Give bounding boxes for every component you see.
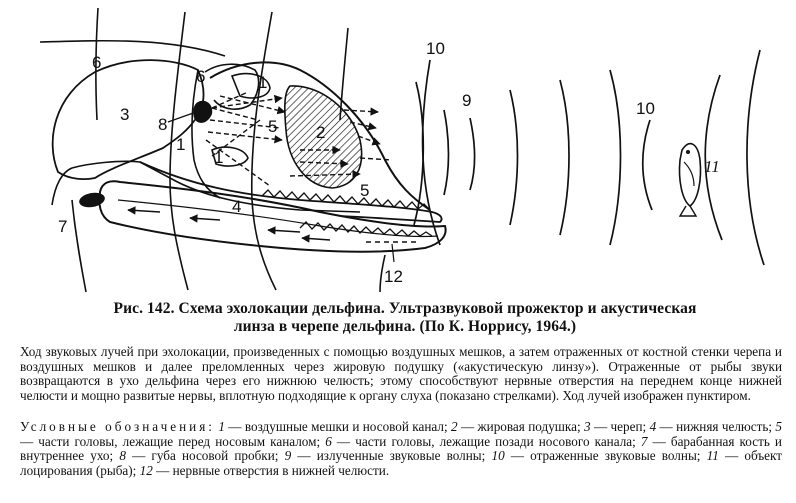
label-8: 8 [158, 115, 168, 134]
legend-text: — части головы, лежащие позади носового канала; [331, 433, 641, 449]
label-5-upper: 5 [268, 117, 278, 136]
legend-item-1 [218, 419, 451, 434]
legend-item-12 [140, 463, 390, 478]
body-section-line [72, 200, 86, 292]
caption-line-2: линза в черепе дельфина. (По К. Норрису, 1964.) [233, 318, 577, 335]
nasal-passage [205, 64, 259, 109]
legend-text: — барабанная кость и внутреннее ухо; [20, 433, 782, 464]
label-6-outer: 6 [92, 53, 102, 72]
legend-num: 11 [706, 448, 719, 464]
legend-text: — объект лоцирования (рыба); [20, 448, 782, 478]
fish-target [679, 144, 700, 216]
legend-text: — нервные отверстия в нижней челюсти. [152, 462, 390, 478]
label-12: 12 [384, 267, 403, 286]
legend-num: 5 [775, 419, 783, 434]
legend-num: 8 [119, 448, 126, 464]
label-4: 4 [232, 197, 242, 216]
legend-text: — нижняя челюсть; [656, 419, 776, 434]
legend-num: 12 [139, 462, 153, 478]
figure-description: Ход звуковых лучей при эхолокации, произведенных с помощью воздушных мешков, а затем отраженных от костной стенки черепа и воздушных мешков и далее преломленных через жировую подушку («акустическую линзу»). Отраженные от рыбы звуки возвращаются в ухо дельфина через его нижнюю челюсть; этому способствуют нервные отверстия на переднем конце нижней челюсти и мощно развитые нервы, вплотную подходящие к органу слуха (показано стрелками). Ход лучей изображен пунктиром. [20, 344, 782, 403]
emitted-waves [414, 70, 621, 245]
label-6-inner: 6 [196, 67, 206, 86]
return-arrows [128, 210, 330, 240]
tympanic-bone [78, 191, 106, 209]
lower-jaw [99, 181, 445, 251]
legend-num: 6 [325, 433, 332, 449]
legend-text: — губа носовой пробки; [125, 448, 285, 464]
legend-item-3 [584, 419, 650, 434]
body-section-line [252, 12, 276, 290]
caption-line-1: Рис. 142. Схема эхолокации дельфина. Ультразвуковой прожектор и акустическая [113, 300, 697, 317]
legend-text: — отраженные звуковые волны; [504, 448, 707, 464]
label-10-left: 10 [426, 39, 445, 58]
legend-item-6 [325, 434, 641, 449]
label-11: 11 [704, 157, 720, 176]
legend-heading: Условные обозначения: [20, 419, 215, 434]
legend-num: 4 [649, 419, 657, 434]
label-5-lower: 5 [360, 181, 370, 200]
legend-text: — воздушные мешки и носовой канал; [224, 419, 452, 434]
back-outline [40, 41, 225, 56]
legend-text: — излученные звуковые волны; [291, 448, 492, 464]
label-1-lower: 1 [214, 148, 224, 167]
label-1-middle: 1 [176, 135, 186, 154]
teeth-row [262, 190, 430, 210]
legend-num: 7 [640, 433, 648, 449]
legend-num: 1 [218, 419, 225, 434]
legend-item-2 [451, 419, 584, 434]
legend-text: — череп; [590, 419, 650, 434]
legend-num: 3 [584, 419, 591, 434]
legend-item-10 [491, 448, 706, 463]
figure-legend [20, 420, 782, 478]
legend-num: 9 [284, 448, 292, 464]
label-9: 9 [462, 91, 472, 110]
leader-12 [392, 244, 394, 262]
label-1-upper: 1 [258, 73, 268, 92]
nasal-plug-lip [193, 101, 212, 123]
legend-item-4 [650, 419, 776, 434]
legend-num: 10 [491, 448, 505, 464]
upper-jaw [140, 162, 442, 222]
nasal-canal [192, 70, 220, 198]
legend-item-8 [119, 448, 284, 463]
legend-text: — жировая подушка; [457, 419, 585, 434]
teeth-row-lower [300, 222, 432, 236]
label-3: 3 [120, 105, 130, 124]
label-2: 2 [316, 123, 326, 142]
legend-item-9 [285, 448, 492, 463]
legend-num: 2 [451, 419, 458, 434]
label-10-right: 10 [636, 99, 655, 118]
label-7: 7 [58, 217, 68, 236]
figure-caption [40, 300, 770, 336]
legend-text: — части головы, лежащие перед носовым каналом; [20, 433, 326, 449]
